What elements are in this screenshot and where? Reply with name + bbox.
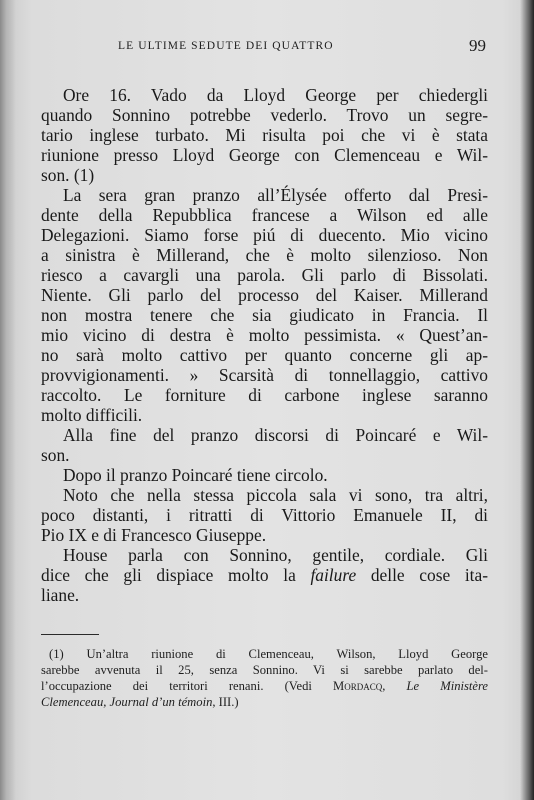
text-line: Niente. Gli parlo del processo del Kaiser. Millerand <box>41 285 488 305</box>
italic-word: failure <box>310 565 357 585</box>
running-head-title: LE ULTIME SEDUTE DEI QUATTRO <box>118 40 334 52</box>
running-head <box>40 38 494 58</box>
footnote-rule <box>41 634 99 635</box>
page-number: 99 <box>469 36 486 55</box>
footnote <box>41 646 488 710</box>
text-line: riesco a cavargli una parola. Gli parlo di Bissolati. <box>41 265 488 285</box>
paragraph <box>41 485 488 545</box>
text-run: delle cose ita- <box>356 565 488 585</box>
text-line: provvigionamenti. » Scarsità di tonnellaggio, cattivo <box>41 365 488 385</box>
paragraph <box>41 185 488 425</box>
footnote-line <box>41 694 488 710</box>
text-line: molto difficili. <box>41 405 143 425</box>
page-edge-shadow <box>520 0 534 800</box>
text-line: La sera gran pranzo all’Élysée offerto dal Presi- <box>63 185 488 205</box>
text-line: dente della Repubblica francese a Wilson ed alle <box>41 205 488 225</box>
text-line: House parla con Sonnino, gentile, cordiale. Gli <box>63 545 488 565</box>
author-name: Mordacq <box>333 679 383 693</box>
text-line <box>41 565 488 585</box>
text-line: raccolto. Le forniture di carbone inglese saranno <box>41 385 488 405</box>
text-line: riunione presso Lloyd George con Clemenceau e Wil- <box>41 145 488 165</box>
text-run: , III.) <box>212 695 239 709</box>
gutter-shadow <box>0 0 16 800</box>
text-run: dice che gli dispiace molto la <box>41 565 311 585</box>
text-line: Pio IX e di Francesco Giuseppe. <box>41 525 267 545</box>
paragraph <box>41 545 488 605</box>
text-line: no sarà molto cattivo per quanto concerne gli ap- <box>41 345 488 365</box>
book-title: Clemenceau, Journal d’un témoin <box>41 695 213 709</box>
text-line: Noto che nella stessa piccola sala vi sono, tra altri, <box>63 485 488 505</box>
text-run: , <box>382 679 407 693</box>
footnote-line: (1) Un’altra riunione di Clemenceau, Wilson, Lloyd George <box>49 647 488 661</box>
paragraph <box>41 425 488 465</box>
text-line: a sinistra è Millerand, che è molto silenzioso. Non <box>41 245 488 265</box>
main-text <box>41 85 488 605</box>
text-line: Alla fine del pranzo discorsi di Poincaré e Wil- <box>63 425 488 445</box>
text-line: poco distanti, i ritratti di Vittorio Emanuele II, di <box>41 505 488 525</box>
text-line: Ore 16. Vado da Lloyd George per chiedergli <box>63 85 488 105</box>
text-line: liane. <box>41 585 80 605</box>
footnote-line <box>41 678 488 694</box>
text-line: son. (1) <box>41 165 95 185</box>
text-line: tario inglese turbato. Mi risulta poi che vi è stata <box>41 125 488 145</box>
text-line: quando Sonnino potrebbe vederlo. Trovo un segre- <box>41 105 488 125</box>
book-title: Le Ministère <box>406 679 489 693</box>
text-line: non mostra tenere che sia giudicato in Francia. Il <box>41 305 488 325</box>
paragraph <box>41 465 488 485</box>
text-line: mio vicino di destra è molto pessimista. « Quest’an- <box>41 325 488 345</box>
text-line: son. <box>41 445 70 465</box>
paragraph <box>41 85 488 185</box>
footnote-line: sarebbe avvenuta il 25, senza Sonnino. Vi si sarebbe parlato del- <box>41 663 488 677</box>
text-run: l’occupazione dei territori renani. (Vedi <box>41 679 333 693</box>
text-line: Dopo il pranzo Poincaré tiene circolo. <box>63 465 328 485</box>
text-line: Delegazioni. Siamo forse piú di duecento. Mio vicino <box>41 225 488 245</box>
